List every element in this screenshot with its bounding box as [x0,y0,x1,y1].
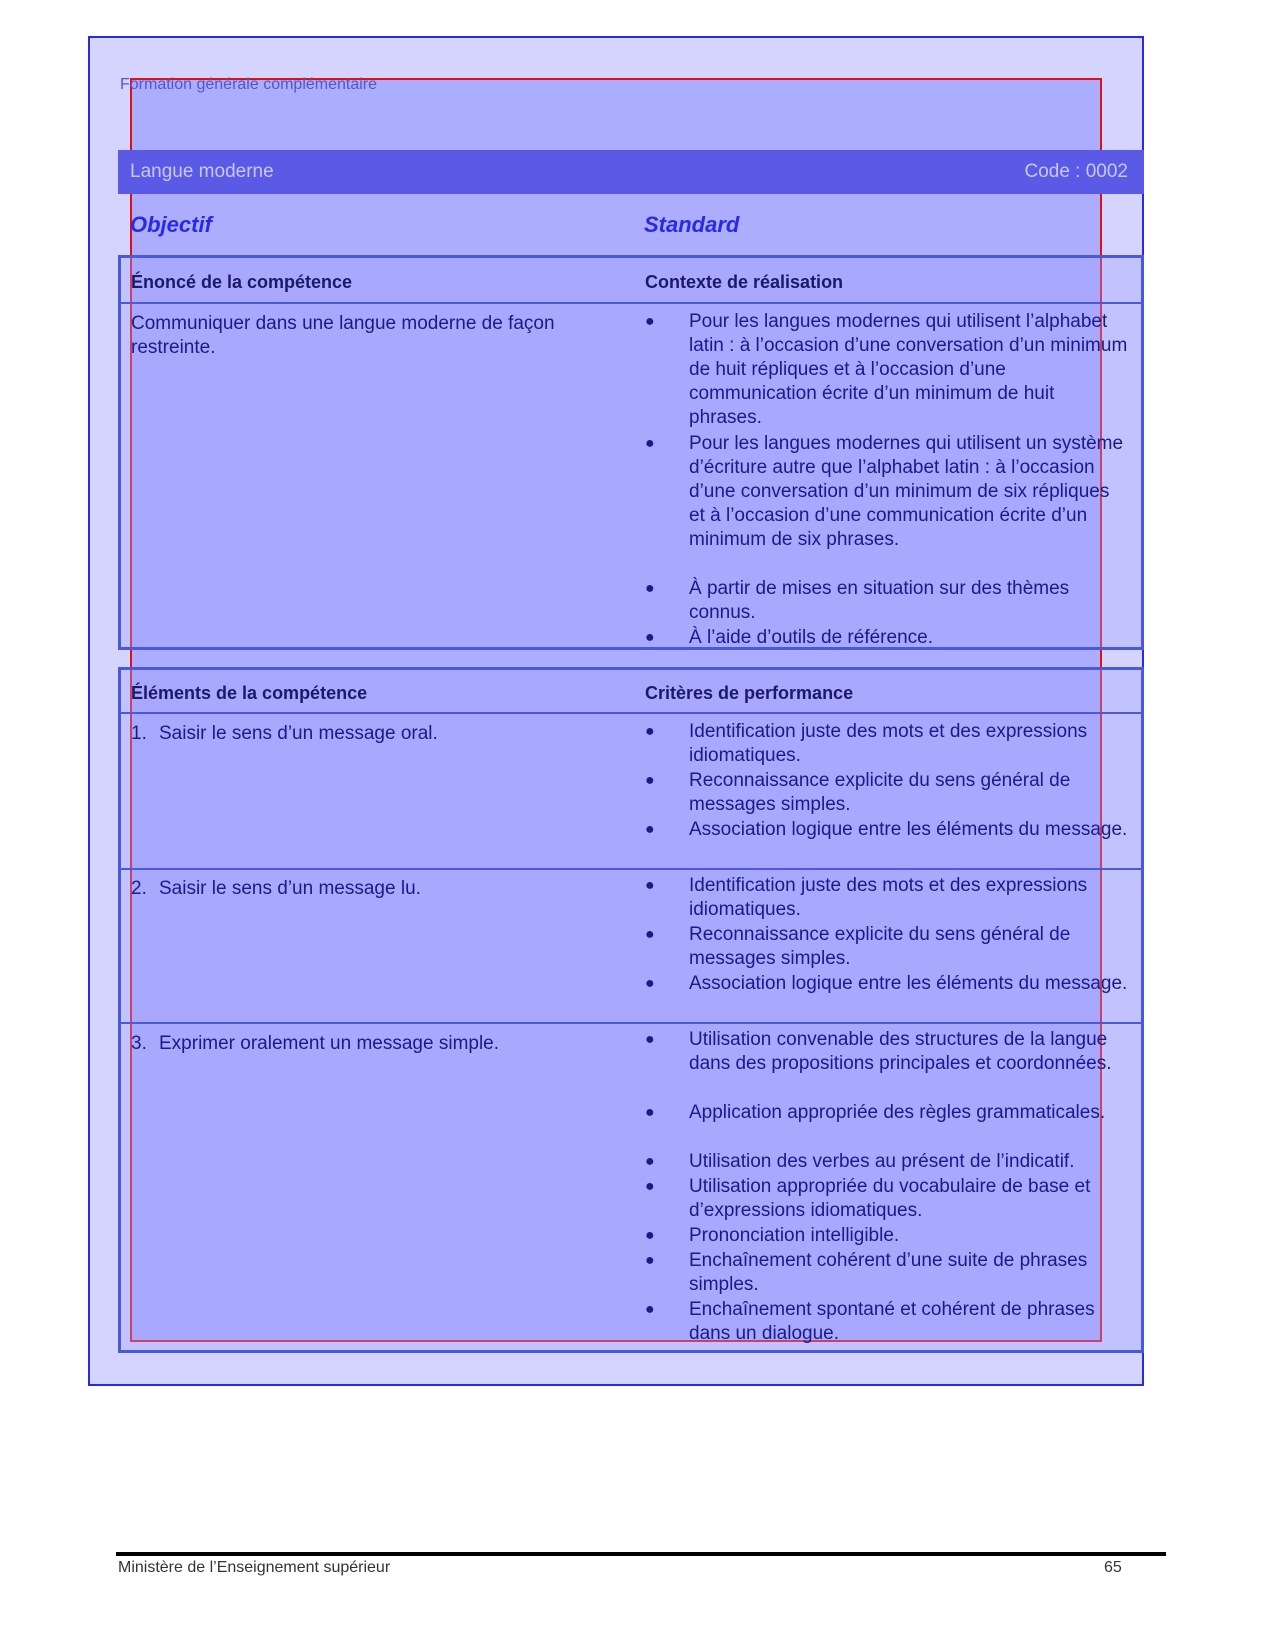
heading-standard: Standard [644,212,740,237]
row-separator [121,1022,1141,1024]
critere-item: Enchaînement spontané et cohérent de phrases dans un dialogue. [689,1299,1095,1344]
critere-item: Utilisation appropriée du vocabulaire de base et d’expressions idiomatiques. [689,1176,1091,1221]
row-separator [121,868,1141,870]
heading-objectif: Objectif [130,212,212,237]
element-number: 3. [131,1033,147,1054]
critere-item: Identification juste des mots et des expressions idiomatiques. [689,721,1088,766]
contexte-item: À partir de mises en situation sur des thèmes connus. [689,578,1070,623]
element-label: Exprimer oralement un message simple. [159,1033,500,1054]
header-bar [118,150,1144,194]
header-code: Code : 0002 [1024,161,1128,182]
critere-item: Application appropriée des règles grammaticales. [689,1102,1106,1123]
critere-item: Enchaînement cohérent d’une suite de phrases simples. [689,1250,1088,1295]
bullet-icon: ● [645,629,655,646]
critere-item: Reconnaissance explicite du sens général de messages simples. [689,924,1071,969]
header-title: Langue moderne [130,161,274,182]
bullet-icon: ● [645,1031,655,1048]
contexte-item: Pour les langues modernes qui utilisent un système d’écriture autre que l’alphabet latin : à l’occasion d’une conversation d’un minimum de six répliques et à l’occasion d’une communication écrite d’un minimum de six phrases. [689,433,1124,550]
bullet-icon: ● [645,821,655,838]
critere-item: Association logique entre les éléments du message. [689,819,1128,840]
bullet-icon: ● [645,313,655,330]
bullet-icon: ● [645,877,655,894]
bullet-icon: ● [645,975,655,992]
element-label: Saisir le sens d’un message oral. [159,723,438,744]
col-head-contexte: Contexte de réalisation [645,272,844,292]
bullet-icon: ● [645,1252,655,1269]
critere-item: Association logique entre les éléments du message. [689,973,1128,994]
bullet-icon: ● [645,1178,655,1195]
elements-table [118,667,1144,1353]
row-separator [121,712,1141,714]
element-number: 1. [131,723,147,744]
row-separator [121,302,1141,304]
bullet-icon: ● [645,772,655,789]
critere-item: Utilisation des verbes au présent de l’indicatif. [689,1151,1075,1172]
critere-item: Prononciation intelligible. [689,1225,900,1246]
element-number: 2. [131,878,147,899]
bullet-icon: ● [645,435,655,452]
contexte-item: Pour les langues modernes qui utilisent l’alphabet latin : à l’occasion d’une conversation d’un minimum de huit répliques et à l’occasion d’une communication écrite d’un minimum de huit phrases. [689,311,1128,428]
critere-item: Identification juste des mots et des expressions idiomatiques. [689,875,1088,920]
critere-item: Utilisation convenable des structures de la langue dans des propositions principales et coordonnées. [689,1029,1112,1074]
enonce-text: Communiquer dans une langue moderne de façon restreinte. [131,313,555,358]
bullet-icon: ● [645,723,655,740]
footer-rule [116,1552,1166,1556]
bullet-icon: ● [645,1301,655,1318]
contexte-item: À l’aide d’outils de référence. [689,627,933,648]
bullet-icon: ● [645,926,655,943]
bullet-icon: ● [645,1104,655,1121]
page-number: 65 [1104,1559,1122,1576]
enonce-table [118,255,1144,650]
bullet-icon: ● [645,580,655,597]
col-head-elements: Éléments de la compétence [131,683,368,703]
footer-publisher: Ministère de l’Enseignement supérieur [118,1559,391,1576]
element-label: Saisir le sens d’un message lu. [159,878,421,899]
critere-item: Reconnaissance explicite du sens général de messages simples. [689,770,1071,815]
col-head-enonce: Énoncé de la compétence [131,272,353,292]
bullet-icon: ● [645,1153,655,1170]
col-head-criteres: Critères de performance [645,683,854,703]
bullet-icon: ● [645,1227,655,1244]
running-head: Formation générale complémentaire [120,76,378,93]
